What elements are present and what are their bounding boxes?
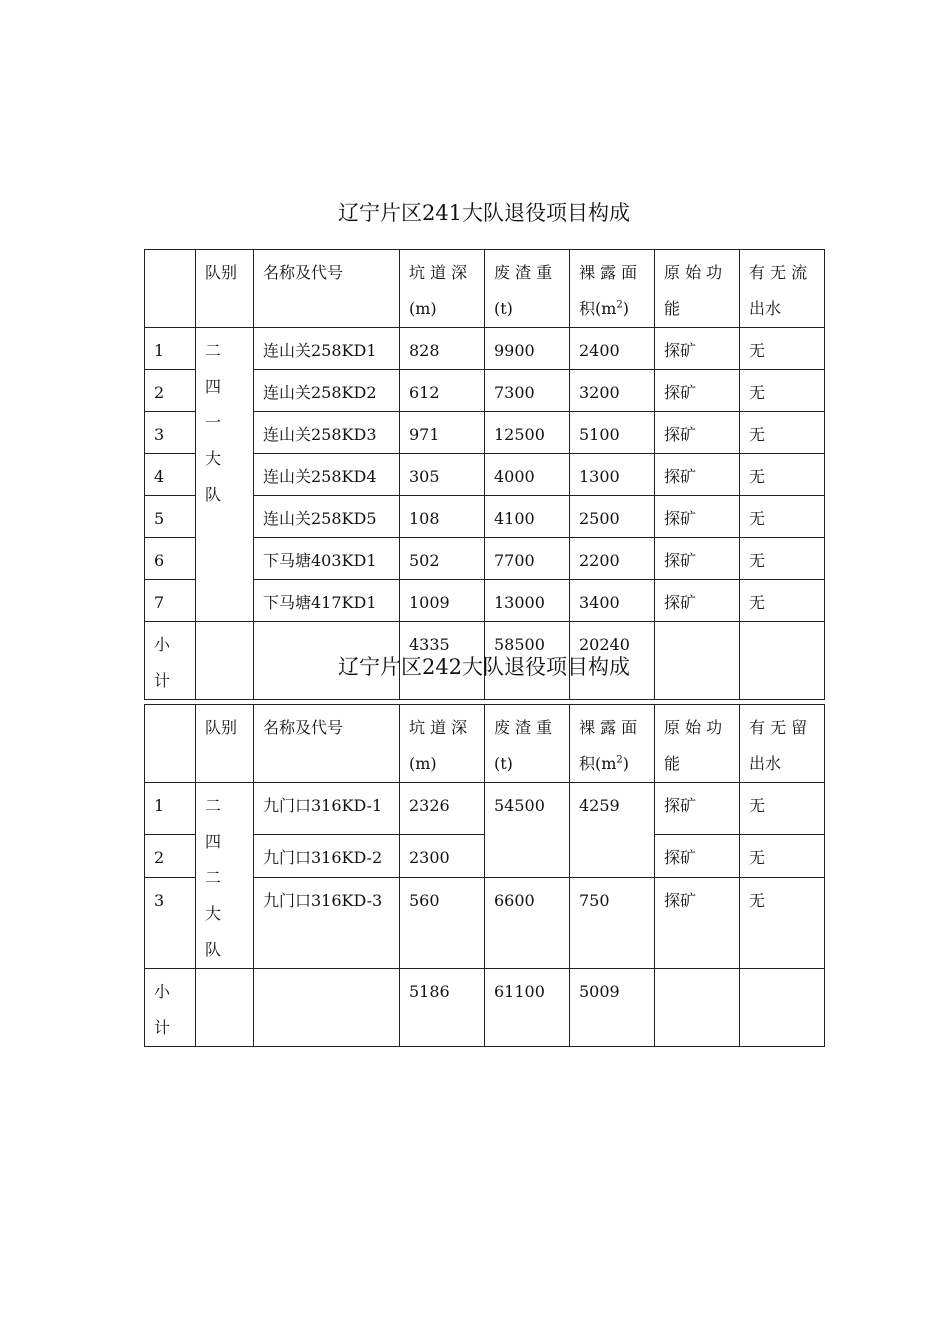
header-depth bbox=[400, 705, 485, 783]
header-depth-line1: 坑 道 深 bbox=[409, 718, 468, 737]
row-area: 2200 bbox=[570, 538, 655, 580]
row-name: 连山关258KD2 bbox=[254, 370, 400, 412]
row-area: 3400 bbox=[570, 580, 655, 622]
table-241 bbox=[144, 249, 825, 700]
header-water bbox=[740, 250, 825, 328]
row-area: 750 bbox=[570, 877, 655, 968]
subtotal-name-empty bbox=[254, 969, 400, 1047]
header-water-line2: 出水 bbox=[749, 754, 782, 773]
subtotal-water-empty bbox=[740, 969, 825, 1047]
header-name: 名称及代号 bbox=[254, 705, 400, 783]
subtotal-depth: 5186 bbox=[400, 969, 485, 1047]
header-water bbox=[740, 705, 825, 783]
team-char: 队 bbox=[205, 485, 222, 504]
header-area-close: ) bbox=[622, 299, 630, 318]
row-function: 探矿 bbox=[655, 783, 740, 835]
row-depth: 1009 bbox=[400, 580, 485, 622]
header-name: 名称及代号 bbox=[254, 250, 400, 328]
subtotal-label-line2: 计 bbox=[154, 1018, 171, 1037]
header-slag-line1: 废 渣 重 bbox=[494, 718, 553, 737]
row-water: 无 bbox=[740, 454, 825, 496]
row-name: 九门口316KD-2 bbox=[254, 834, 400, 877]
row-function: 探矿 bbox=[655, 538, 740, 580]
subtotal-label-line1: 小 bbox=[154, 635, 171, 654]
subtotal-area: 20240 bbox=[570, 622, 655, 700]
row-index: 2 bbox=[145, 370, 196, 412]
header-depth-line2: (m) bbox=[409, 299, 437, 318]
row-name: 下马塘403KD1 bbox=[254, 538, 400, 580]
header-function bbox=[655, 705, 740, 783]
row-index: 5 bbox=[145, 496, 196, 538]
row-function: 探矿 bbox=[655, 454, 740, 496]
row-slag: 4000 bbox=[485, 454, 570, 496]
row-depth: 612 bbox=[400, 370, 485, 412]
header-function-line1: 原 始 功 bbox=[664, 263, 723, 282]
row-area: 1300 bbox=[570, 454, 655, 496]
row-water: 无 bbox=[740, 538, 825, 580]
header-slag-line2: (t) bbox=[494, 299, 513, 318]
header-area-line2 bbox=[579, 746, 646, 782]
row-slag: 54500 bbox=[485, 783, 570, 878]
row-name: 连山关258KD3 bbox=[254, 412, 400, 454]
row-index: 1 bbox=[145, 328, 196, 370]
row-function: 探矿 bbox=[655, 580, 740, 622]
header-area-unit: 积(m bbox=[579, 299, 617, 318]
row-slag: 7700 bbox=[485, 538, 570, 580]
header-slag-line2: (t) bbox=[494, 754, 513, 773]
row-index: 3 bbox=[145, 412, 196, 454]
row-function: 探矿 bbox=[655, 496, 740, 538]
row-depth: 305 bbox=[400, 454, 485, 496]
header-row bbox=[145, 705, 825, 783]
row-depth: 502 bbox=[400, 538, 485, 580]
header-area-line2 bbox=[579, 291, 646, 327]
row-function: 探矿 bbox=[655, 877, 740, 968]
header-area-unit: 积(m bbox=[579, 754, 617, 773]
header-water-line1: 有 无 留 bbox=[749, 718, 808, 737]
header-area-line1: 裸 露 面 bbox=[579, 263, 638, 282]
row-index: 6 bbox=[145, 538, 196, 580]
team-char: 二 bbox=[205, 341, 222, 360]
row-water: 无 bbox=[740, 834, 825, 877]
row-water: 无 bbox=[740, 328, 825, 370]
row-function: 探矿 bbox=[655, 370, 740, 412]
subtotal-function-empty bbox=[655, 969, 740, 1047]
table-row bbox=[145, 328, 825, 370]
header-function-line2: 能 bbox=[664, 754, 681, 773]
team-char: 四 bbox=[205, 832, 222, 851]
header-slag bbox=[485, 705, 570, 783]
team-char: 一 bbox=[205, 413, 222, 432]
row-slag: 7300 bbox=[485, 370, 570, 412]
subtotal-label-line1: 小 bbox=[154, 982, 171, 1001]
row-function: 探矿 bbox=[655, 412, 740, 454]
team-char: 四 bbox=[205, 377, 222, 396]
team-char: 二 bbox=[205, 868, 222, 887]
header-slag-line1: 废 渣 重 bbox=[494, 263, 553, 282]
row-depth: 560 bbox=[400, 877, 485, 968]
row-index: 4 bbox=[145, 454, 196, 496]
header-water-line2: 出水 bbox=[749, 299, 782, 318]
header-area bbox=[570, 250, 655, 328]
row-depth: 2300 bbox=[400, 834, 485, 877]
header-area-close: ) bbox=[622, 754, 630, 773]
subtotal-depth: 4335 bbox=[400, 622, 485, 700]
header-function-line1: 原 始 功 bbox=[664, 718, 723, 737]
table-241-title: 辽宁片区241大队退役项目构成 bbox=[337, 201, 631, 225]
row-area: 2400 bbox=[570, 328, 655, 370]
team-char: 队 bbox=[205, 940, 222, 959]
row-water: 无 bbox=[740, 877, 825, 968]
team-cell bbox=[196, 783, 254, 969]
row-slag: 12500 bbox=[485, 412, 570, 454]
row-water: 无 bbox=[740, 370, 825, 412]
row-depth: 2326 bbox=[400, 783, 485, 835]
row-index: 7 bbox=[145, 580, 196, 622]
row-depth: 971 bbox=[400, 412, 485, 454]
row-name: 下马塘417KD1 bbox=[254, 580, 400, 622]
header-index bbox=[145, 250, 196, 328]
row-area: 4259 bbox=[570, 783, 655, 878]
header-area bbox=[570, 705, 655, 783]
header-depth-line2: (m) bbox=[409, 754, 437, 773]
header-area-line1: 裸 露 面 bbox=[579, 718, 638, 737]
header-team: 队别 bbox=[196, 705, 254, 783]
header-area-superscript: 2 bbox=[616, 754, 623, 766]
subtotal-area: 5009 bbox=[570, 969, 655, 1047]
header-team: 队别 bbox=[196, 250, 254, 328]
team-char: 大 bbox=[205, 904, 222, 923]
header-function-line2: 能 bbox=[664, 299, 681, 318]
header-index bbox=[145, 705, 196, 783]
row-water: 无 bbox=[740, 412, 825, 454]
row-depth: 108 bbox=[400, 496, 485, 538]
header-water-line1: 有 无 流 bbox=[749, 263, 808, 282]
row-slag: 4100 bbox=[485, 496, 570, 538]
table-242 bbox=[144, 704, 825, 1047]
row-index: 3 bbox=[145, 877, 196, 968]
row-function: 探矿 bbox=[655, 328, 740, 370]
header-slag bbox=[485, 250, 570, 328]
row-function: 探矿 bbox=[655, 834, 740, 877]
header-area-superscript: 2 bbox=[616, 299, 623, 311]
row-area: 2500 bbox=[570, 496, 655, 538]
table-row bbox=[145, 783, 825, 835]
row-area: 3200 bbox=[570, 370, 655, 412]
subtotal-label bbox=[145, 969, 196, 1047]
table-242-title: 辽宁片区242大队退役项目构成 bbox=[337, 655, 631, 679]
row-index: 2 bbox=[145, 834, 196, 877]
subtotal-label-line2: 计 bbox=[154, 671, 171, 690]
row-slag: 6600 bbox=[485, 877, 570, 968]
subtotal-slag: 58500 bbox=[485, 622, 570, 700]
subtotal-slag: 61100 bbox=[485, 969, 570, 1047]
row-name: 连山关258KD5 bbox=[254, 496, 400, 538]
row-water: 无 bbox=[740, 783, 825, 835]
row-depth: 828 bbox=[400, 328, 485, 370]
row-water: 无 bbox=[740, 496, 825, 538]
row-name: 九门口316KD-3 bbox=[254, 877, 400, 968]
row-name: 九门口316KD-1 bbox=[254, 783, 400, 835]
row-area: 5100 bbox=[570, 412, 655, 454]
team-char: 大 bbox=[205, 449, 222, 468]
subtotal-team-empty bbox=[196, 969, 254, 1047]
subtotal-row bbox=[145, 969, 825, 1047]
row-name: 连山关258KD1 bbox=[254, 328, 400, 370]
team-char: 二 bbox=[205, 796, 222, 815]
header-function bbox=[655, 250, 740, 328]
header-depth-line1: 坑 道 深 bbox=[409, 263, 468, 282]
header-row bbox=[145, 250, 825, 328]
row-slag: 13000 bbox=[485, 580, 570, 622]
row-index: 1 bbox=[145, 783, 196, 835]
header-depth bbox=[400, 250, 485, 328]
team-cell bbox=[196, 328, 254, 622]
row-slag: 9900 bbox=[485, 328, 570, 370]
row-water: 无 bbox=[740, 580, 825, 622]
row-name: 连山关258KD4 bbox=[254, 454, 400, 496]
